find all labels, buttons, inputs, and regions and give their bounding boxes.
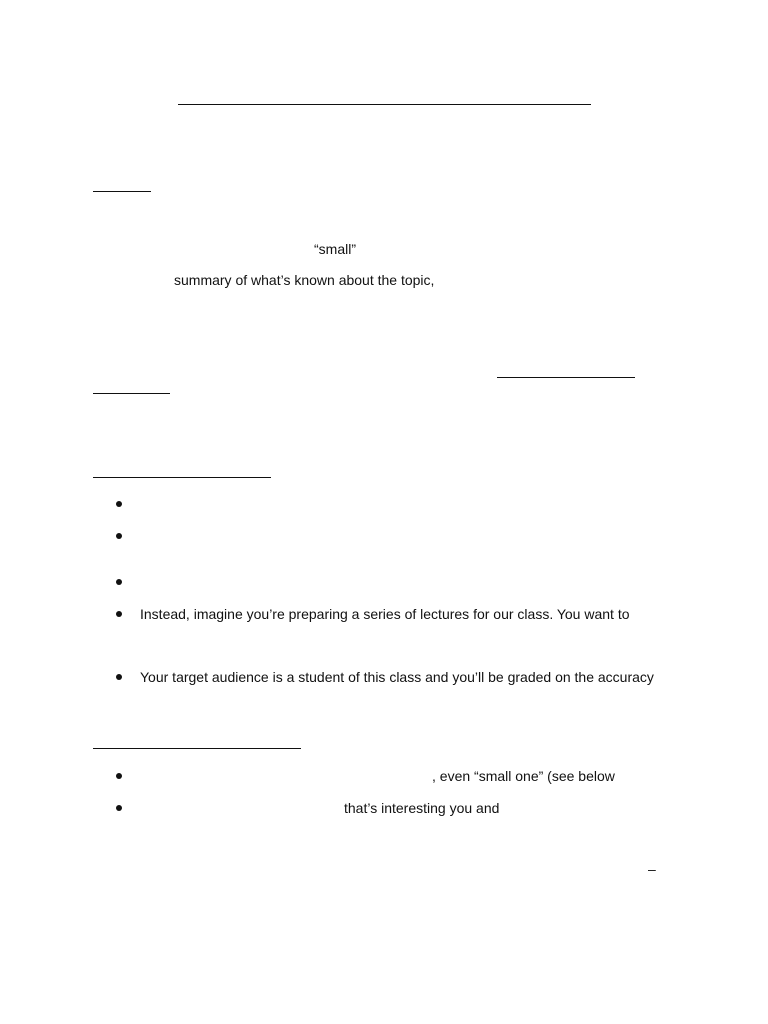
bullet-dot — [116, 805, 122, 811]
bullet-dot — [116, 611, 122, 617]
bullet-dot — [116, 579, 122, 585]
underline-fragment-right — [497, 377, 635, 378]
heading-underline-section-two — [93, 748, 301, 749]
heading-underline-intro — [93, 191, 151, 192]
list-item: that’s interesting you and — [344, 800, 500, 816]
trailing-dash: – — [648, 861, 656, 877]
intro-small-word: “small” — [314, 241, 356, 257]
heading-underline-section-one — [93, 477, 271, 478]
list-item: Instead, imagine you’re preparing a series of lectures for our class. You want to — [140, 606, 630, 622]
title-underline — [178, 104, 591, 105]
underline-fragment-left — [93, 393, 170, 394]
bullet-dot — [116, 501, 122, 507]
intro-summary-line: summary of what’s known about the topic, — [174, 272, 435, 288]
bullet-dot — [116, 533, 122, 539]
list-item: , even “small one” (see below — [432, 768, 615, 784]
list-item: Your target audience is a student of this class and you’ll be graded on the accuracy — [140, 669, 654, 685]
bullet-dot — [116, 773, 122, 779]
bullet-dot — [116, 674, 122, 680]
